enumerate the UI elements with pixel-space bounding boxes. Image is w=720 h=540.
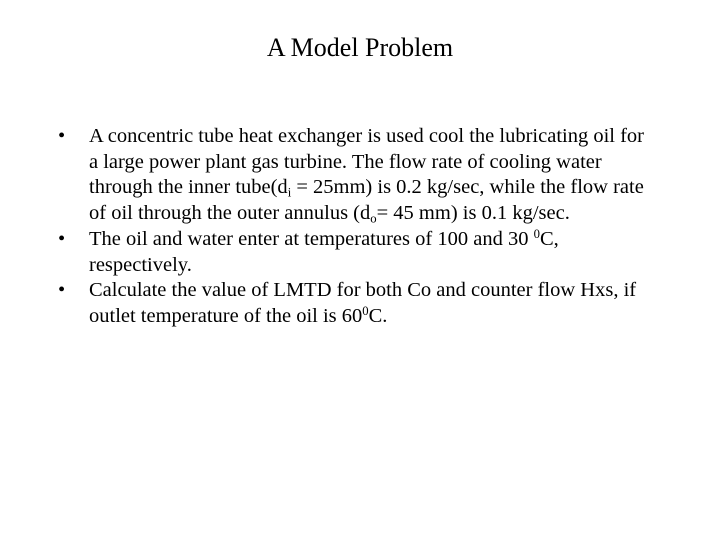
- bullet-text: = 45 mm) is 0.1 kg/sec.: [376, 202, 570, 225]
- bullet-text: C, respectively.: [89, 227, 559, 276]
- bullet-text: C.: [368, 304, 388, 327]
- bullet-item-temperatures: [58, 227, 658, 278]
- superscript-degree: 0: [533, 226, 540, 241]
- bullet-item-lmtd: [58, 278, 658, 329]
- superscript-degree: 0: [362, 303, 369, 318]
- subscript-i: i: [287, 185, 292, 200]
- bullet-icon: •: [58, 279, 66, 302]
- bullet-text: Calculate the value of LMTD for both Co and counter flow Hxs, if outlet temperature of the oil is 60: [89, 279, 637, 327]
- bullet-text: A concentric tube heat exchanger is used cool the lubricating oil for a large power plant gas turbine. The flow rate of cooling water through the inner tube(d: [89, 125, 645, 199]
- bullet-text: = 25mm) is 0.2 kg/sec, while the flow rate of oil through the outer annulus (d: [89, 176, 644, 225]
- bullet-list: [58, 124, 658, 330]
- subscript-o: o: [370, 211, 377, 226]
- bullet-icon: •: [58, 125, 66, 147]
- bullet-item-exchanger: [58, 124, 658, 227]
- slide-title: A Model Problem: [266, 33, 454, 62]
- bullet-icon: •: [58, 227, 66, 250]
- bullet-text: The oil and water enter at temperatures of 100 and 30: [89, 227, 534, 250]
